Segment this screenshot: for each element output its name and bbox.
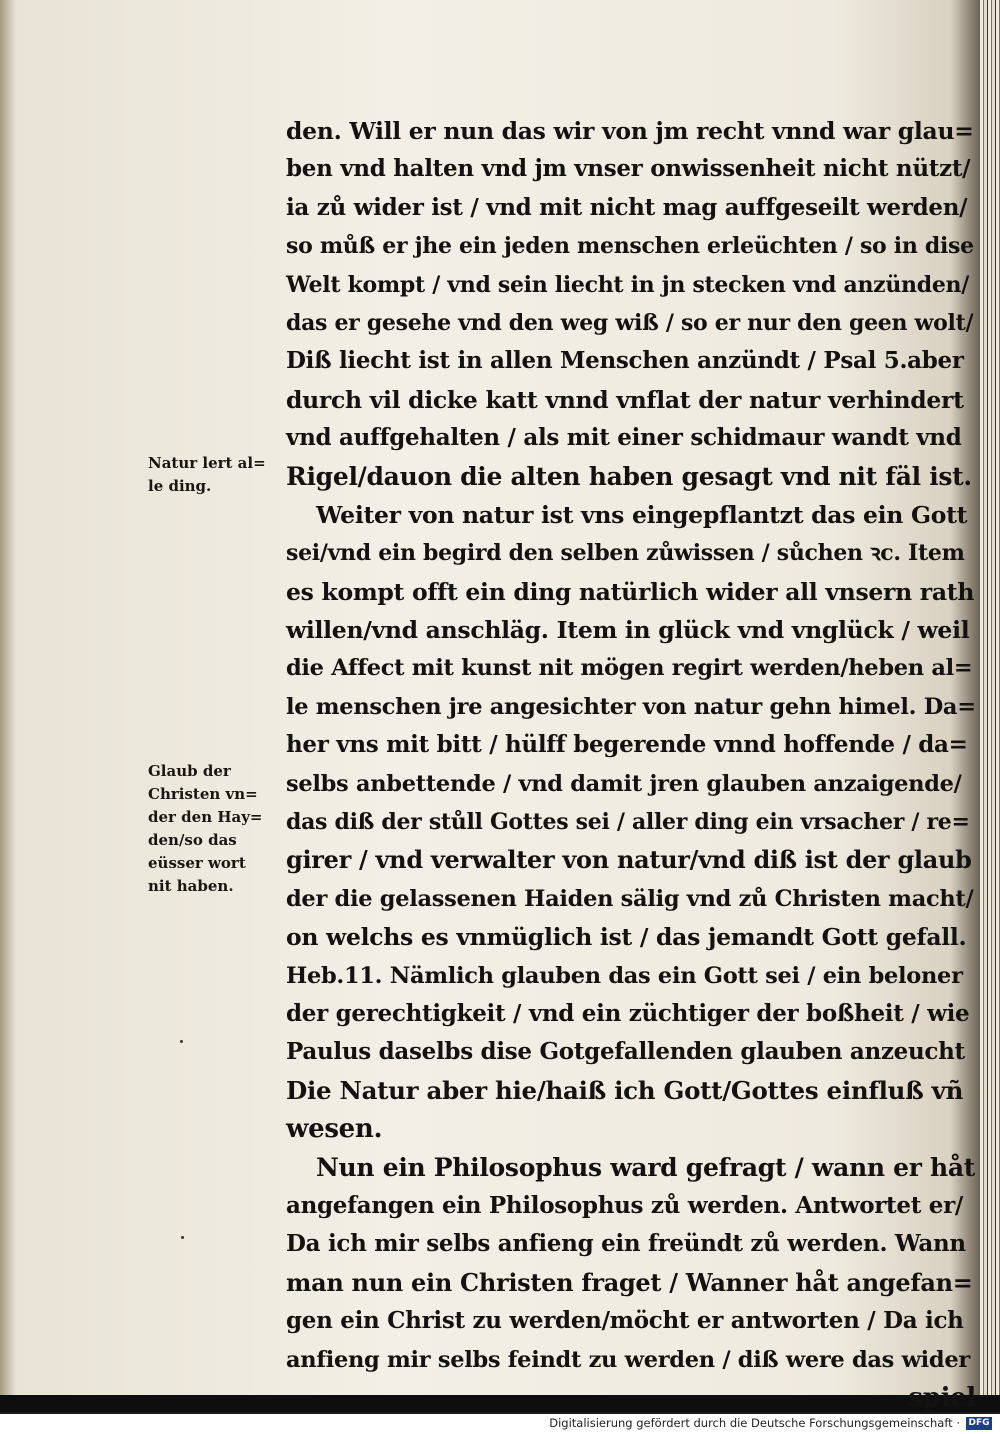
marginal-note-line: Glaub der — [148, 762, 231, 780]
page-edge-stack — [980, 0, 1000, 1395]
text-line: ia zů wider ist / vnd mit nicht mag auffgeseilt werden/ — [286, 193, 968, 221]
marginal-note — [148, 760, 288, 898]
text-line: der gerechtigkeit / vnd ein züchtiger der boßheit / wie — [286, 999, 970, 1027]
text-line: den. Will er nun das wir von jm recht vnnd war glau= — [286, 117, 974, 145]
text-line: girer / vnd verwalter von natur/vnd diß ist der glaub — [286, 845, 972, 875]
text-line: on welchs es vnmüglich ist / das jemandt Gott gefall. — [286, 923, 967, 952]
text-line: das diß der stůll Gottes sei / aller ding ein vrsacher / re= — [286, 809, 970, 836]
text-line: wesen. — [286, 1114, 383, 1145]
catchword: spiel — [908, 1382, 976, 1413]
marginal-note-line: der den Hay= — [148, 808, 263, 826]
text-line: Weiter von natur ist vns eingepflantzt das ein Gott — [316, 500, 968, 529]
text-line: sei/vnd ein begird den selben zůwissen / sůchen ꝛc. Item — [286, 540, 965, 567]
text-line: das er gesehe vnd den weg wiß / so er nur den geen wolt/ — [286, 309, 974, 336]
text-line: durch vil dicke katt vnnd vnflat der natur verhindert — [286, 385, 964, 414]
text-line: ben vnd halten vnd jm vnser onwissenheit nicht nützt/ — [286, 155, 971, 183]
text-line: es kompt offt ein ding natürlich wider all vnsern rath — [286, 577, 975, 606]
ink-speck — [181, 1236, 184, 1239]
body-text — [286, 112, 976, 1417]
text-line: Heb.11. Nämlich glauben das ein Gott sei / ein beloner — [286, 962, 963, 989]
text-line: her vns mit bitt / hülff begerende vnnd hoffende / da= — [286, 731, 968, 759]
text-line: Welt kompt / vnd sein liecht in jn stecken vnd anzünden/ — [286, 271, 969, 298]
text-line: angefangen ein Philosophus zů werden. Antwortet er/ — [286, 1191, 963, 1219]
text-line: Nun ein Philosophus ward gefragt / wann er håt — [316, 1152, 976, 1182]
text-line: Die Natur aber hie/haiß ich Gott/Gottes einfluß vñ — [286, 1075, 964, 1105]
text-line: Rigel/dauon die alten haben gesagt vnd nit fäl ist. — [286, 461, 972, 491]
marginal-note-line: Natur lert al= — [148, 454, 266, 472]
text-line: Paulus daselbs dise Gotgefallenden glauben anzeucht — [286, 1038, 965, 1066]
text-line: gen ein Christ zu werden/möcht er antworten / Da ich — [286, 1307, 964, 1335]
ink-speck — [180, 1040, 183, 1043]
text-line: willen/vnd anschläg. Item in glück vnd vnglück / weil — [286, 616, 970, 645]
marginal-note — [148, 452, 288, 498]
text-line: vnd auffgehalten / als mit einer schidmaur wandt vnd — [286, 424, 962, 452]
marginal-note-line: eüsser wort — [148, 854, 246, 872]
marginal-note-line: Christen vn= — [148, 785, 258, 803]
marginal-note-line: nit haben. — [148, 877, 234, 895]
text-line: anfieng mir selbs feindt zu werden / diß were das wider — [286, 1346, 970, 1373]
marginal-note-line: den/so das — [148, 831, 237, 849]
dfg-logo: DFG — [966, 1417, 992, 1430]
text-line: Da ich mir selbs anfieng ein freündt zů werden. Wann — [286, 1230, 966, 1258]
text-line: die Affect mit kunst nit mögen regirt werden/heben al= — [286, 655, 973, 682]
text-line: le menschen jre angesichter von natur gehn himel. Da= — [286, 693, 976, 720]
text-line: man nun ein Christen fraget / Wanner håt angefan= — [286, 1267, 973, 1297]
text-line: selbs anbettende / vnd damit jren glauben anzaigende/ — [286, 770, 962, 797]
marginal-note-line: le ding. — [148, 477, 212, 495]
text-line: Diß liecht ist in allen Menschen anzündt / Psal 5.aber — [286, 347, 964, 375]
footer-bar — [0, 1414, 1000, 1434]
text-line: der die gelassenen Haiden sälig vnd zů Christen macht/ — [286, 885, 974, 912]
text-line: so můß er jhe ein jeden menschen erleüchten / so in dise — [286, 233, 974, 260]
funding-credit: Digitalisierung gefördert durch die Deutsche Forschungsgemeinschaft · — [549, 1416, 960, 1430]
